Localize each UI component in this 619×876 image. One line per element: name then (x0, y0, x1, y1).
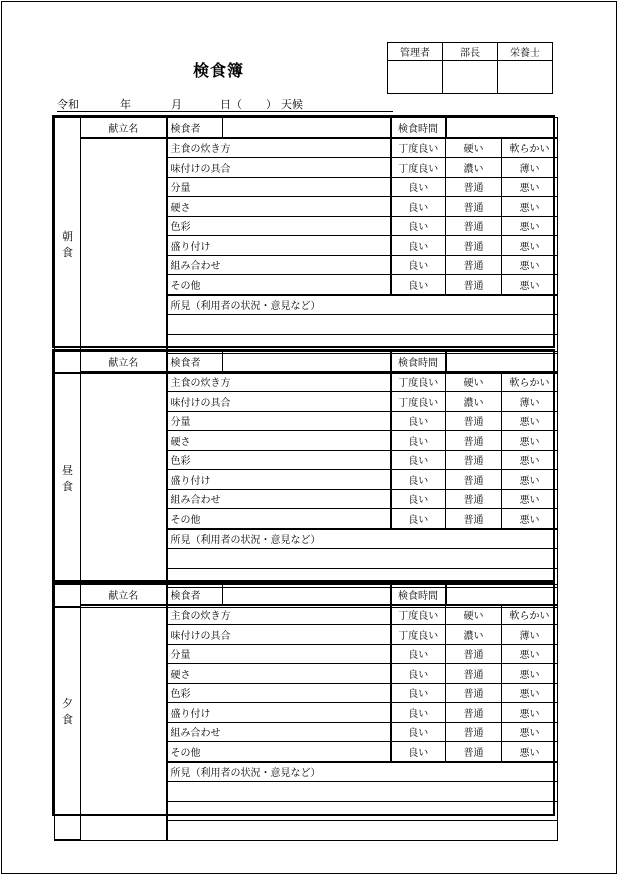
date-paren-close: ） (266, 98, 277, 111)
option-good[interactable]: 良い (391, 177, 446, 197)
weather-label: 天候 (281, 98, 303, 111)
option-normal[interactable]: 普通 (446, 177, 502, 197)
option-normal[interactable]: 濃い (446, 392, 502, 412)
meal-name-label: 夕 食 (55, 585, 81, 841)
criteria-item: 組み合わせ (167, 489, 391, 509)
inspection-time-label: 検食時間 (391, 352, 446, 372)
remarks-label: 所見（利用者の状況・意見など） (167, 762, 558, 782)
option-bad[interactable]: 悪い (502, 411, 558, 431)
option-good[interactable]: 良い (391, 197, 446, 217)
inspection-time-field[interactable] (446, 118, 558, 138)
option-bad[interactable]: 悪い (502, 703, 558, 723)
criteria-item: 味付けの具合 (167, 625, 391, 645)
criteria-item: 分量 (167, 644, 391, 664)
option-bad[interactable]: 悪い (502, 236, 558, 256)
option-good[interactable]: 丁度良い (391, 392, 446, 412)
menu-name-field[interactable] (81, 138, 167, 374)
approval-header-director: 部長 (443, 43, 498, 61)
inspector-field[interactable] (223, 585, 391, 605)
date-month: 月 (171, 98, 182, 111)
option-bad[interactable]: 悪い (502, 742, 558, 762)
option-bad[interactable]: 悪い (502, 450, 558, 470)
option-normal[interactable]: 普通 (446, 683, 502, 703)
option-good[interactable]: 良い (391, 703, 446, 723)
option-good[interactable]: 良い (391, 255, 446, 275)
option-good[interactable]: 丁度良い (391, 372, 446, 392)
criteria-row (55, 138, 558, 158)
criteria-item: 硬さ (167, 197, 391, 217)
remarks-label: 所見（利用者の状況・意見など） (167, 529, 558, 549)
option-good[interactable]: 良い (391, 470, 446, 490)
option-good[interactable]: 丁度良い (391, 158, 446, 178)
inspector-label: 検食者 (167, 352, 223, 372)
approval-stamp-dietitian[interactable] (498, 61, 553, 94)
remarks-line[interactable] (167, 801, 558, 821)
inspection-time-label: 検食時間 (391, 585, 446, 605)
criteria-row (55, 605, 558, 625)
option-normal[interactable]: 普通 (446, 742, 502, 762)
criteria-item: 味付けの具合 (167, 158, 391, 178)
option-normal[interactable]: 濃い (446, 158, 502, 178)
option-bad[interactable]: 悪い (502, 683, 558, 703)
menu-name-label: 献立名 (81, 352, 167, 372)
page-title: 検食簿 (193, 61, 245, 80)
criteria-row (55, 372, 558, 392)
criteria-item: 組み合わせ (167, 722, 391, 742)
menu-name-field[interactable] (81, 605, 167, 841)
criteria-item: 色彩 (167, 683, 391, 703)
approval-stamp-director[interactable] (443, 61, 498, 94)
option-bad[interactable]: 悪い (502, 489, 558, 509)
option-good[interactable]: 良い (391, 450, 446, 470)
inspector-field[interactable] (223, 352, 391, 372)
option-normal[interactable]: 普通 (446, 236, 502, 256)
date-weather-line[interactable] (57, 96, 393, 112)
option-good[interactable]: 丁度良い (391, 605, 446, 625)
inspection-time-field[interactable] (446, 352, 558, 372)
option-good[interactable]: 良い (391, 489, 446, 509)
meal-section (52, 582, 555, 816)
criteria-item: 味付けの具合 (167, 392, 391, 412)
option-bad[interactable]: 悪い (502, 216, 558, 236)
criteria-item: 盛り付け (167, 703, 391, 723)
option-good[interactable]: 良い (391, 216, 446, 236)
meal-name-label: 昼 食 (55, 352, 81, 608)
option-normal[interactable]: 硬い (446, 605, 502, 625)
meal-section (52, 115, 555, 348)
option-good[interactable]: 良い (391, 275, 446, 295)
option-normal[interactable]: 濃い (446, 625, 502, 645)
option-bad[interactable]: 薄い (502, 392, 558, 412)
option-bad[interactable]: 悪い (502, 644, 558, 664)
approval-stamp-manager[interactable] (388, 61, 443, 94)
criteria-item: 主食の炊き方 (167, 138, 391, 158)
option-normal[interactable]: 普通 (446, 722, 502, 742)
criteria-item: 分量 (167, 177, 391, 197)
menu-name-label: 献立名 (81, 585, 167, 605)
criteria-item: 色彩 (167, 216, 391, 236)
option-normal[interactable]: 普通 (446, 644, 502, 664)
option-good[interactable]: 丁度良い (391, 625, 446, 645)
option-bad[interactable]: 悪い (502, 509, 558, 529)
option-bad[interactable]: 悪い (502, 470, 558, 490)
option-bad[interactable]: 悪い (502, 664, 558, 684)
option-bad[interactable]: 軟らかい (502, 138, 558, 158)
option-normal[interactable]: 普通 (446, 450, 502, 470)
criteria-item: 主食の炊き方 (167, 372, 391, 392)
remarks-line[interactable] (167, 315, 558, 335)
criteria-item: 盛り付け (167, 236, 391, 256)
option-bad[interactable]: 悪い (502, 431, 558, 451)
inspector-label: 検食者 (167, 585, 223, 605)
option-good[interactable]: 良い (391, 644, 446, 664)
approval-header-dietitian: 栄養士 (498, 43, 553, 61)
option-bad[interactable]: 悪い (502, 275, 558, 295)
option-normal[interactable]: 硬い (446, 138, 502, 158)
option-bad[interactable]: 軟らかい (502, 605, 558, 625)
criteria-item: 硬さ (167, 431, 391, 451)
approval-header-manager: 管理者 (388, 43, 443, 61)
criteria-item: その他 (167, 509, 391, 529)
option-normal[interactable]: 普通 (446, 431, 502, 451)
criteria-item: 組み合わせ (167, 255, 391, 275)
date-year: 年 (120, 98, 131, 111)
meal-section (52, 349, 555, 582)
option-good[interactable]: 良い (391, 411, 446, 431)
date-era: 令和 (57, 98, 79, 111)
menu-name-field[interactable] (81, 372, 167, 608)
inspector-field[interactable] (223, 118, 391, 138)
criteria-item: その他 (167, 742, 391, 762)
option-good[interactable]: 良い (391, 431, 446, 451)
option-normal[interactable]: 普通 (446, 275, 502, 295)
criteria-item: 主食の炊き方 (167, 605, 391, 625)
remarks-line[interactable] (167, 782, 558, 802)
option-normal[interactable]: 普通 (446, 197, 502, 217)
option-normal[interactable]: 硬い (446, 372, 502, 392)
criteria-item: 色彩 (167, 450, 391, 470)
option-good[interactable]: 良い (391, 742, 446, 762)
criteria-item: 分量 (167, 411, 391, 431)
option-bad[interactable]: 軟らかい (502, 372, 558, 392)
option-bad[interactable]: 薄い (502, 625, 558, 645)
option-bad[interactable]: 悪い (502, 255, 558, 275)
option-bad[interactable]: 悪い (502, 722, 558, 742)
option-bad[interactable]: 悪い (502, 177, 558, 197)
remarks-line[interactable] (167, 549, 558, 569)
option-good[interactable]: 良い (391, 236, 446, 256)
option-normal[interactable]: 普通 (446, 664, 502, 684)
option-normal[interactable]: 普通 (446, 411, 502, 431)
criteria-item: その他 (167, 275, 391, 295)
inspector-label: 検食者 (167, 118, 223, 138)
option-good[interactable]: 良い (391, 664, 446, 684)
remarks-label: 所見（利用者の状況・意見など） (167, 295, 558, 315)
option-good[interactable]: 良い (391, 509, 446, 529)
criteria-item: 盛り付け (167, 470, 391, 490)
inspection-time-field[interactable] (446, 585, 558, 605)
inspection-time-label: 検食時間 (391, 118, 446, 138)
option-normal[interactable]: 普通 (446, 509, 502, 529)
option-bad[interactable]: 悪い (502, 197, 558, 217)
date-day: 日（ (220, 98, 242, 111)
meal-name-label: 朝 食 (55, 118, 81, 374)
option-normal[interactable]: 普通 (446, 216, 502, 236)
criteria-item: 硬さ (167, 664, 391, 684)
approval-stamp-table (387, 42, 553, 94)
option-normal[interactable]: 普通 (446, 255, 502, 275)
menu-name-label: 献立名 (81, 118, 167, 138)
option-normal[interactable]: 普通 (446, 470, 502, 490)
option-good[interactable]: 良い (391, 683, 446, 703)
option-normal[interactable]: 普通 (446, 703, 502, 723)
option-good[interactable]: 丁度良い (391, 138, 446, 158)
option-good[interactable]: 良い (391, 722, 446, 742)
remarks-line[interactable] (167, 821, 558, 841)
option-bad[interactable]: 薄い (502, 158, 558, 178)
option-normal[interactable]: 普通 (446, 489, 502, 509)
